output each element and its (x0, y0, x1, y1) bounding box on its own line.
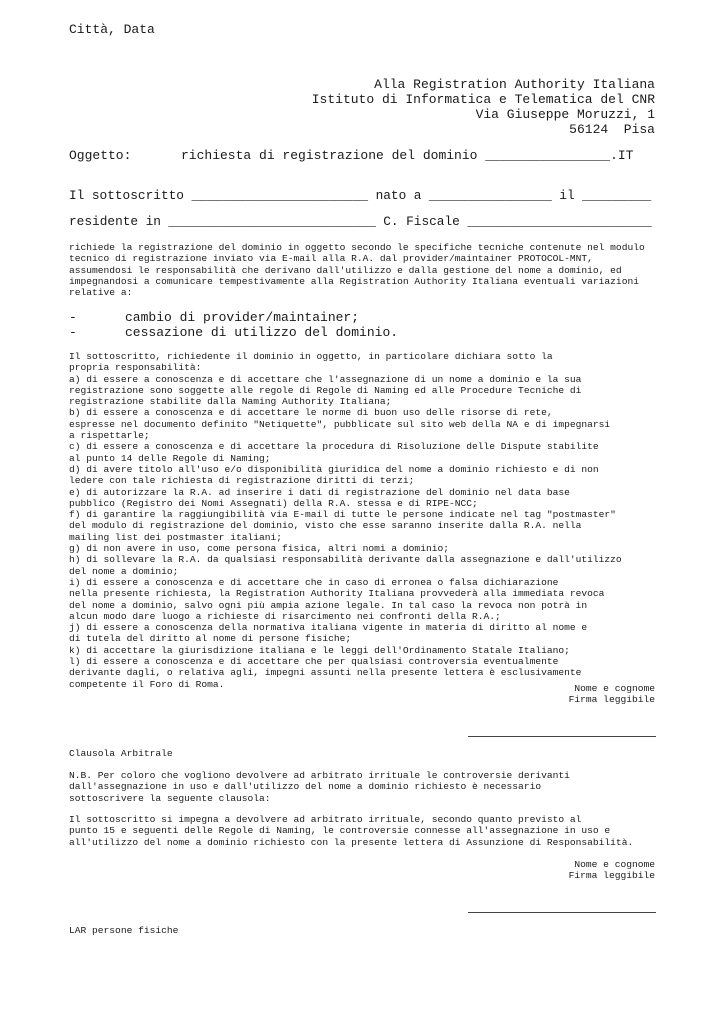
text-line: nella presente richiesta, la Registration Authority Italiana provvederà alla immediata revoca (69, 588, 605, 600)
text-line: pubblico (Registro dei Nomi Assegnati) della R.A. stessa e di RIPE-NCC; (69, 497, 478, 509)
subject-text: richiesta di registrazione del dominio ________________.IT (181, 148, 634, 163)
request-paragraph (69, 242, 669, 298)
text-line: Il sottoscritto, richiedente il dominio in oggetto, in particolare dichiara sotto la (69, 351, 553, 362)
text-line: Il sottoscritto si impegna a devolvere ad arbitrato irrituale, secondo quanto previsto al (69, 814, 582, 825)
bullet-text: cessazione di utilizzo del dominio. (125, 325, 399, 340)
text-line: dall'assegnazione in uso e dall'utilizzo del nome a dominio richiesto è necessario (69, 781, 542, 793)
text-line: e) di autorizzare la R.A. ad inserire i dati di registrazione del dominio nel data base (69, 486, 570, 498)
recipient-line-2: Istituto di Informatica e Telematica del CNR (311, 92, 655, 107)
text-line: l) di essere a conoscenza e di accettare che per qualsiasi controversia eventualmente (69, 656, 559, 668)
signature-sign-label: Firma leggibile (568, 870, 655, 881)
signature-line[interactable] (468, 736, 656, 737)
text-line: relative a: (69, 287, 133, 299)
text-line: propria responsabilità: (69, 362, 202, 374)
text-line: espresse nel documento definito "Netiquette", pubblicate sul sito web della NA e di impegnarsi (69, 418, 611, 430)
text-line: al punto 14 delle Regole di Naming; (69, 452, 271, 464)
text-line: mailing list dei postmaster italiani; (69, 531, 283, 543)
text-line: del nome a dominio, salvo ogni più ampia azione legale. In tal caso la revoca non potrà in (69, 599, 588, 611)
place-date: Città, Data (69, 22, 155, 37)
text-line: impegnandosi a comunicare tempestivamente alla Registration Authority Italiana eventuali variazioni (69, 275, 639, 287)
subject-label: Oggetto: (69, 148, 132, 163)
text-line: k) di accettare la giurisdizione italiana e le leggi dell'Ordinamento Statale Italiano; (69, 644, 570, 656)
text-line: assumendosi le responsabilità che derivano dall'utilizzo e dalla gestione del nome a dominio, ed (69, 264, 622, 276)
text-line: f) di garantire la raggiungibilità via E-mail di tutte le persone indicate nel tag "postmaster" (69, 509, 616, 521)
recipient-line-3: Via Giuseppe Moruzzi, 1 (475, 107, 655, 122)
text-line: h) di sollevare la R.A. da qualsiasi responsabilità derivante dalla assegnazione e dall'utilizzo (69, 554, 622, 566)
text-line: derivante dagli, o relativa agli, impegni assunti nella presente lettera è esclusivamente (69, 667, 582, 679)
text-line: punto 15 e seguenti delle Regole di Naming, le controversie connesse all'assegnazione in uso e (69, 825, 611, 837)
bullet-mark: - (69, 325, 77, 340)
fields-line-2: residente in ___________________________ C. Fiscale ________________________ (69, 214, 652, 229)
text-line: registrazione stabilite dalla Naming Authority Italiana; (69, 396, 392, 408)
text-line: di tutela del diritto al nome di persone fisiche; (69, 633, 352, 645)
text-line: a rispettarle; (69, 430, 150, 442)
text-line: d) di avere titolo all'uso e/o disponibilità giuridica del nome a dominio richiesto e di non (69, 463, 599, 475)
text-line: g) di non avere in uso, come persona fisica, altri nomi a dominio; (69, 543, 449, 555)
bullet-mark: - (69, 310, 77, 325)
text-line: ledere con tale richiesta di registrazione diritti di terzi; (69, 475, 415, 487)
text-line: del nome a dominio; (69, 565, 179, 577)
text-line: tecnico di registrazione inviato via E-mail alla R.A. dal provider/maintainer PROTOCOL-MNT, (69, 253, 593, 265)
text-line: a) di essere a conoscenza e di accettare che l'assegnazione di un nome a dominio e la sua (69, 373, 582, 385)
signature-sign-label: Firma leggibile (568, 694, 655, 705)
signature-name-label: Nome e cognome (574, 683, 655, 694)
fields-line-1: Il sottoscritto _______________________ nato a ________________ il _________ (69, 188, 652, 203)
text-line: del modulo di registrazione del dominio, visto che esse saranno inserite dalla R.A. nella (69, 520, 582, 532)
recipient-line-4: 56124 Pisa (569, 122, 655, 137)
text-line: registrazione sono soggette alle regole di Regole di Naming ed alle Procedure Tecniche di (69, 384, 582, 396)
signature-line[interactable] (468, 912, 656, 913)
text-line: sottoscrivere la seguente clausola: (69, 792, 271, 804)
bullet-text: cambio di provider/maintainer; (125, 310, 360, 325)
text-line: competente il Foro di Roma. (69, 678, 225, 690)
text-line: richiede la registrazione del dominio in oggetto secondo le specifiche tecniche contenute nel modulo (69, 242, 645, 253)
text-line: N.B. Per coloro che vogliono devolvere ad arbitrato irrituale le controversie derivanti (69, 770, 570, 781)
arbitration-clause-paragraph (69, 814, 669, 848)
text-line: alcun modo dare luogo a richieste di risarcimento nei confronti della R.A.; (69, 610, 501, 622)
text-line: i) di essere a conoscenza e di accettare che in caso di erronea o falsa dichiarazione (69, 576, 559, 588)
footer-label: LAR persone fisiche (69, 925, 179, 936)
declaration-paragraph (69, 351, 669, 690)
arbitration-title: Clausola Arbitrale (69, 748, 173, 759)
text-line: all'utilizzo del nome a dominio richiesto con la presente lettera di Assunzione di Responsabilità. (69, 836, 634, 848)
text-line: j) di essere a conoscenza della normativa italiana vigente in materia di diritto al nome e (69, 622, 588, 634)
arbitration-nb-paragraph (69, 770, 669, 804)
text-line: c) di essere a conoscenza e di accettare la procedura di Risoluzione delle Dispute stabilite (69, 441, 599, 453)
text-line: b) di essere a conoscenza e di accettare le norme di buon uso delle risorse di rete, (69, 407, 553, 419)
recipient-line-1: Alla Registration Authority Italiana (374, 77, 655, 92)
signature-name-label: Nome e cognome (574, 859, 655, 870)
